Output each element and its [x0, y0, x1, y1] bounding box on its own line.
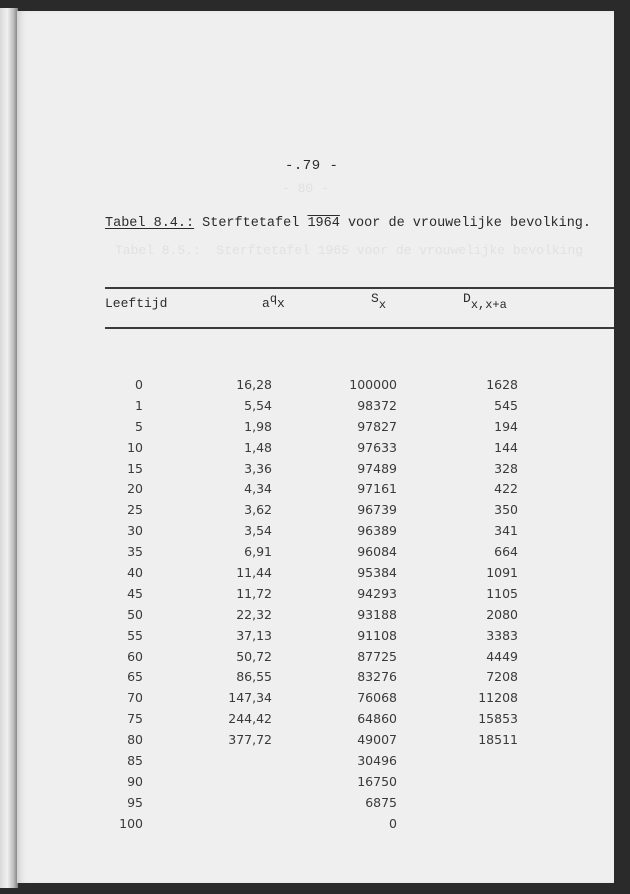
table-row — [17, 753, 614, 774]
cell-aqx: 3,62 — [244, 502, 272, 518]
cell-dx: 1628 — [486, 377, 518, 392]
cell-sx: 30496 — [357, 753, 397, 769]
cell-sx: 97633 — [357, 439, 397, 455]
cell-aqx: 6,91 — [244, 544, 272, 560]
cell-age: 10 — [127, 439, 143, 455]
table-header-rule — [105, 327, 614, 329]
header-aqx-sup: q — [269, 292, 278, 306]
cell-sx: 95384 — [357, 565, 397, 581]
table-top-rule — [105, 287, 614, 289]
cell-age: 85 — [127, 753, 143, 769]
cell-sx: 16750 — [357, 773, 397, 789]
cell-aqx: 147,34 — [228, 690, 272, 706]
header-sx-base: S — [371, 291, 379, 306]
cell-dx: 328 — [494, 460, 518, 476]
table-row — [17, 544, 614, 565]
cell-age: 70 — [127, 690, 143, 706]
cell-sx: 97827 — [357, 418, 397, 434]
cell-aqx: 244,42 — [228, 711, 272, 727]
cell-sx: 96084 — [357, 544, 397, 560]
document-page — [17, 11, 614, 883]
cell-age: 25 — [127, 502, 143, 518]
cell-age: 15 — [127, 460, 143, 476]
cell-aqx: 1,48 — [244, 439, 272, 455]
caption-text-pre: Sterftetafel — [202, 216, 308, 231]
cell-dx: 18511 — [478, 732, 518, 748]
cell-dx: 11208 — [478, 690, 518, 706]
header-sx — [371, 291, 387, 312]
cell-age: 75 — [127, 711, 143, 727]
bleed-through-text: - 80 - — [282, 181, 329, 196]
table-row — [17, 502, 614, 523]
cell-dx: 1091 — [486, 565, 518, 581]
cell-sx: 100000 — [349, 377, 397, 392]
cell-dx: 7208 — [486, 669, 518, 685]
page-number: -.79 - — [285, 158, 339, 174]
cell-age: 80 — [127, 732, 143, 748]
cell-dx: 4449 — [486, 648, 518, 664]
header-aqx-sub: x — [277, 296, 285, 311]
table-label: Tabel 8.4.: — [105, 216, 195, 231]
table-row — [17, 816, 614, 837]
table-row — [17, 586, 614, 607]
header-dx-sub: x,x+a — [470, 298, 507, 312]
table-row — [17, 523, 614, 544]
cell-aqx: 11,72 — [236, 585, 272, 601]
cell-sx: 97489 — [357, 460, 397, 476]
cell-age: 5 — [135, 418, 143, 434]
header-dx — [463, 291, 507, 312]
header-sx-sub: x — [378, 298, 387, 312]
cell-dx: 545 — [494, 397, 518, 413]
cell-sx: 87725 — [357, 648, 397, 664]
cell-age: 65 — [127, 669, 143, 685]
cell-sx: 94293 — [357, 585, 397, 601]
cell-aqx: 22,32 — [236, 606, 272, 622]
cell-age: 35 — [127, 544, 143, 560]
cell-aqx: 3,54 — [244, 523, 272, 539]
table-row — [17, 377, 614, 398]
cell-aqx: 3,36 — [244, 460, 272, 476]
caption-year: 1964 — [307, 216, 340, 231]
cell-age: 1 — [135, 397, 143, 413]
cell-age: 95 — [127, 794, 143, 810]
cell-dx: 1105 — [486, 585, 518, 601]
cell-dx: 422 — [494, 481, 518, 497]
cell-sx: 76068 — [357, 690, 397, 706]
cell-sx: 64860 — [357, 711, 397, 727]
cell-sx: 98372 — [357, 397, 397, 413]
table-row — [17, 795, 614, 816]
table-row — [17, 461, 614, 482]
table-row — [17, 481, 614, 502]
table-row — [17, 565, 614, 586]
header-dx-base: D — [463, 291, 471, 306]
cell-sx: 0 — [389, 815, 397, 831]
cell-age: 40 — [127, 565, 143, 581]
cell-aqx: 50,72 — [236, 648, 272, 664]
cell-dx: 350 — [494, 502, 518, 518]
table-caption — [105, 216, 591, 231]
table-row — [17, 690, 614, 711]
caption-text-post: voor de vrouwelijke bevolking. — [339, 216, 592, 231]
cell-aqx: 16,28 — [236, 377, 272, 392]
cell-dx: 2080 — [486, 606, 518, 622]
cell-age: 90 — [127, 773, 143, 789]
cell-sx: 91108 — [357, 627, 397, 643]
table-row — [17, 398, 614, 419]
book-binding-edge — [0, 8, 18, 888]
cell-aqx: 86,55 — [236, 669, 272, 685]
table-row — [17, 774, 614, 795]
cell-sx: 49007 — [357, 732, 397, 748]
cell-age: 45 — [127, 585, 143, 601]
cell-age: 0 — [135, 377, 143, 392]
cell-sx: 96389 — [357, 523, 397, 539]
table-row — [17, 732, 614, 753]
cell-dx: 144 — [494, 439, 518, 455]
header-aqx — [262, 292, 285, 311]
header-aqx-base: a — [262, 296, 270, 311]
cell-age: 55 — [127, 627, 143, 643]
cell-age: 60 — [127, 648, 143, 664]
cell-sx: 6875 — [365, 794, 397, 810]
cell-sx: 93188 — [357, 606, 397, 622]
cell-dx: 194 — [494, 418, 518, 434]
cell-age: 50 — [127, 606, 143, 622]
header-age: Leeftijd — [105, 296, 168, 311]
cell-dx: 3383 — [486, 627, 518, 643]
cell-dx: 664 — [494, 544, 518, 560]
cell-aqx: 5,54 — [244, 397, 272, 413]
cell-dx: 15853 — [478, 711, 518, 727]
table-row — [17, 649, 614, 670]
cell-sx: 97161 — [357, 481, 397, 497]
cell-age: 30 — [127, 523, 143, 539]
cell-aqx: 37,13 — [236, 627, 272, 643]
cell-sx: 83276 — [357, 669, 397, 685]
cell-age: 100 — [119, 815, 143, 831]
cell-aqx: 377,72 — [228, 732, 272, 748]
cell-dx: 341 — [494, 523, 518, 539]
table-row — [17, 419, 614, 440]
table-row — [17, 669, 614, 690]
bleed-through-text: Tabel 8.5.: Sterftetafel 1965 voor de vrouwelijke bevolking — [115, 243, 584, 258]
table-row — [17, 440, 614, 461]
table-row — [17, 628, 614, 649]
table-row — [17, 607, 614, 628]
table-row — [17, 711, 614, 732]
cell-sx: 96739 — [357, 502, 397, 518]
cell-age: 20 — [127, 481, 143, 497]
cell-aqx: 4,34 — [244, 481, 272, 497]
cell-aqx: 11,44 — [236, 565, 272, 581]
cell-aqx: 1,98 — [244, 418, 272, 434]
table-body — [17, 377, 614, 837]
